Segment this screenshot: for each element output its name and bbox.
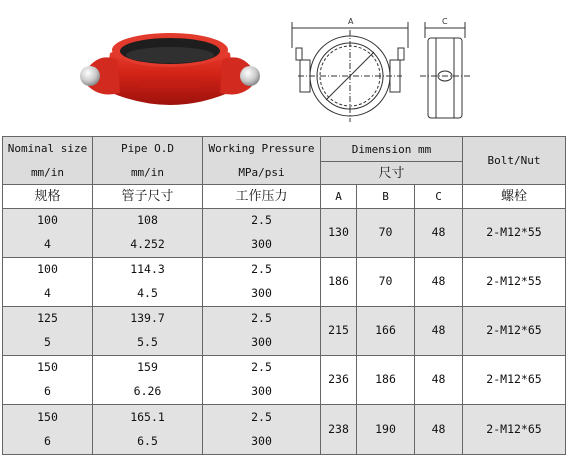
header-dimension: Dimension mm [321, 137, 463, 162]
header-pipe-od: Pipe O.D mm/in [93, 137, 203, 185]
dim-label-c: C [442, 17, 448, 26]
header-nominal-size-cn: 规格 [3, 185, 93, 209]
header-pipe-od-cn: 管子尺寸 [93, 185, 203, 209]
spec-table [2, 136, 566, 455]
header-bolt-nut-cn: 螺栓 [463, 185, 566, 209]
coupling-technical-drawing [280, 8, 480, 128]
table-row: 100 4 108 4.252 2.5 300 130 70 48 2-M12*55 [3, 209, 566, 258]
table-row: 150 6 165.1 6.5 2.5 300 238 190 48 2-M12*65 [3, 405, 566, 455]
header-dimension-cn: 尺寸 [321, 162, 463, 185]
header-nominal-size: Nominal size mm/in [3, 137, 93, 185]
header-working-pressure-cn: 工作压力 [203, 185, 321, 209]
dim-label-a: A [348, 17, 354, 26]
header-working-pressure: Working Pressure MPa/psi [203, 137, 321, 185]
table-row: 125 5 139.7 5.5 2.5 300 215 166 48 2-M12*65 [3, 307, 566, 356]
table-row: 100 4 114.3 4.5 2.5 300 186 70 48 2-M12*55 [3, 258, 566, 307]
header-dim-c: C [415, 185, 463, 209]
table-row: 150 6 159 6.26 2.5 300 236 186 48 2-M12*65 [3, 356, 566, 405]
header-dim-b: B [357, 185, 415, 209]
coupling-photo [70, 8, 270, 128]
header-dim-a: A [321, 185, 357, 209]
header-bolt-nut: Bolt/Nut [463, 137, 566, 185]
